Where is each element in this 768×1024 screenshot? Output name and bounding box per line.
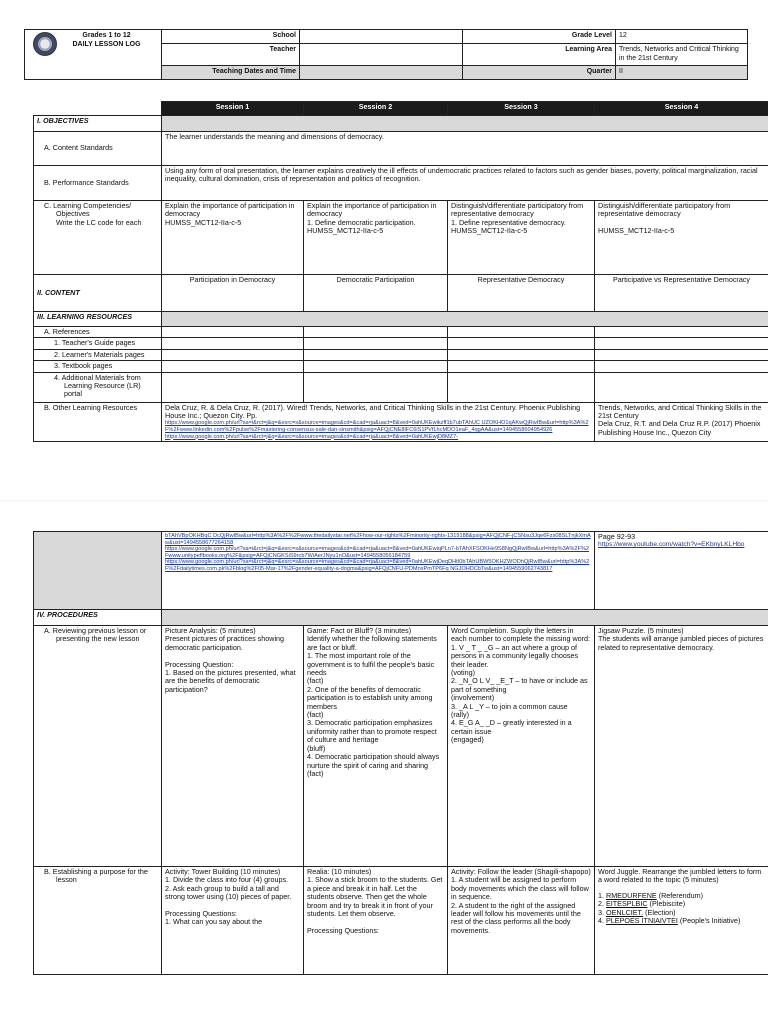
learners-materials-label: 2. Learner's Materials pages bbox=[34, 349, 162, 360]
content-topic-2: Democratic Participation bbox=[304, 275, 448, 312]
grade-level-value[interactable]: 12 bbox=[616, 30, 748, 44]
objectives-heading: I. OBJECTIVES bbox=[34, 116, 162, 132]
quarter-value[interactable]: II bbox=[616, 66, 748, 80]
content-heading: II. CONTENT bbox=[34, 275, 162, 312]
list-item: 1. RMEDURFENE (Referendum) bbox=[598, 890, 704, 900]
other-resources-continued bbox=[162, 532, 595, 610]
title-line-2: DAILY LESSON LOG bbox=[72, 41, 141, 48]
page-break bbox=[0, 500, 768, 501]
competency-session-2: Explain the importance of participation in democracy 1. Define democratic participation. HUMSS_MCT12-IIa-c-5 bbox=[304, 201, 448, 275]
title-line-1: Grades 1 to 12 bbox=[82, 32, 131, 39]
session-3-header: Session 3 bbox=[448, 102, 595, 116]
teacher-label: Teacher bbox=[162, 44, 300, 66]
textbook-label: 3. Textbook pages bbox=[34, 361, 162, 372]
procedures-heading: IV. PROCEDURES bbox=[34, 610, 162, 626]
review-session-3: Word Completion. Supply the letters in each number to complete the missing word: 1. V _ T _ _G – an act where a group of persons in a community legally chooses their leader. (voting) 2. _N_O L V_ _E_T – to have or include as part of something (involvement) 3. _A L _Y – to join a common cause (rally) 4. E_G A_ _D – greatly interested in a certain issue (engaged) bbox=[448, 626, 595, 867]
resource-link[interactable]: https://www.google.com.ph/url?sa=i&rct=j&q=&esrc=s&source=images&cd=&cad=rja&uact=8&ved=0ahUKEwikzff1b7ubTAhUC UZOKHO1qAKwQjRwIBw&url=http%3A%2F%2Fwww.linkedin.com%2Fpulse%2Fmastering-consensus-sale-dan-sinsmith&psig=AFQjCNE8lFC6iS1PVfLhcMDO1eaF_4qgAA&ust=1494558604954926 bbox=[165, 420, 589, 434]
content-standards-label: A. Content Standards bbox=[34, 132, 162, 166]
list-item: 3. OENLCIET. (Election) bbox=[598, 907, 676, 917]
word-juggle-intro: Word Juggle. Rearrange the jumbled letters to form a word related to the topic (5 minutes) bbox=[598, 867, 762, 885]
header-block bbox=[24, 29, 748, 80]
review-label: A. Reviewing previous lesson or presenting the new lesson bbox=[34, 626, 162, 867]
resource-link[interactable]: https://www.google.com.ph/url?sa=i&rct=j&q=&esrc=s&source=images&cd=&cad=rja&uact=8&ved=0ahUKEwiqPLn7-bTAhXFSOKHe9S8NgQjRwIBw&url=http%3A%2F%2Fwww.unitypeflbooks.org%2F&psig=AFQjCNGKSiS9rcb7WiAerJNyu1nO&ust=1494558056184759 bbox=[165, 546, 589, 559]
dates-value[interactable] bbox=[300, 66, 463, 80]
session-4-other-resources-continued bbox=[595, 532, 768, 610]
dates-label: Teaching Dates and Time bbox=[162, 66, 300, 80]
competency-session-3: Distinguish/differentiate participatory from representative democracy 1. Define representative democracy. HUMSS_MCT12-IIa-c-5 bbox=[448, 201, 595, 275]
list-item: 4. PLEPOES ITNIAIVTEI (People's Initiative) bbox=[598, 916, 741, 926]
additional-materials-label: 4. Additional Materials from Learning Resource (LR) portal bbox=[34, 372, 162, 402]
purpose-session-2: Realia: (10 minutes) 1. Show a stick broom to the students. Get a piece and break it in half. Let the students observe. Then get the whole broom and try to break it in front of your students. Let them observe. Processing Questions: bbox=[304, 867, 448, 975]
content-standards-text: The learner understands the meaning and dimensions of democracy. bbox=[162, 132, 768, 166]
teacher-value[interactable] bbox=[300, 44, 463, 66]
content-topic-1: Participation in Democracy bbox=[162, 275, 304, 312]
session-4-other-resources: Trends, Networks, and Critical Thinking Skills in the 21st Century Dela Cruz, R.T. and Dela Cruz R.P. (2017) Phoenix Publishing House Inc., Quezon City bbox=[595, 402, 768, 442]
content-topic-3: Representative Democracy bbox=[448, 275, 595, 312]
review-session-4: Jigsaw Puzzle. (5 minutes) The students will arrange jumbled pieces of pictures related to representative democracy. bbox=[595, 626, 768, 867]
session-1-header: Session 1 bbox=[162, 102, 304, 116]
grade-level-label: Grade Level bbox=[463, 30, 616, 44]
teachers-guide-label: 1. Teacher's Guide pages bbox=[34, 338, 162, 349]
corner-cell bbox=[34, 102, 162, 116]
performance-standards-label: B. Performance Standards bbox=[34, 166, 162, 201]
header-table bbox=[24, 29, 748, 80]
review-session-2: Game: Fact or Bluff? (3 minutes) Identify whether the following statements are fact or bluff. 1. The most important role of the government is to fulfil the people's basic needs (fact) 2. One of the benefits of democratic participation is to establish unity among members (fact) 3. Democratic participation emphasizes uniformity rather than to promote respect of culture and heritage (bluff) 4. Democratic participation should always nurture the spirit of caring and sharing (fact) bbox=[304, 626, 448, 867]
competency-session-1: Explain the importance of participation in democracy HUMSS_MCT12-IIa-c-5 bbox=[162, 201, 304, 275]
purpose-session-4 bbox=[595, 867, 768, 975]
competency-session-4: Distinguish/differentiate participatory from representative democracy HUMSS_MCT12-IIa-c-5 bbox=[595, 201, 768, 275]
review-session-1: Picture Analysis: (5 minutes) Present pictures of practices showing democratic participation. Processing Question: 1. Based on the pictures presented, what are the benefits of democratic participation? bbox=[162, 626, 304, 867]
list-item: 2. EITESPLBIC (Plebiscite) bbox=[598, 899, 686, 909]
other-resources-label: B. Other Learning Resources bbox=[34, 402, 162, 442]
school-value[interactable] bbox=[300, 30, 463, 44]
deped-seal-icon bbox=[33, 32, 57, 56]
resource-link[interactable]: bTAhVBpOKHBqC DcQjRwIBw&url=http%3A%2F%2Fwww.thedailystar.net%2Fhow-our-rights%2Fminority-rights-1319188&psig=AFQjCNF-jCSNsu3Jqe6Fzs08SLTnjkXmAw&ust=1494558677264158 bbox=[165, 533, 591, 546]
learning-area-label: Learning Area bbox=[463, 44, 616, 66]
session-4-page-ref: Page 92-93 bbox=[598, 532, 636, 541]
school-label: School bbox=[162, 30, 300, 44]
other-resources-cell bbox=[162, 402, 595, 442]
word-juggle-list bbox=[598, 892, 765, 926]
other-resources-citation: Dela Cruz, R. & Dela Cruz, R. (2017). Wired! Trends, Networks, and Critical Thinking Skills in the 21st Century. Phoenix Publishing House Inc.; Quezon City. Pp. bbox=[165, 402, 581, 421]
resource-link[interactable]: https://www.google.com.ph/url?sa=i&rct=j&q=&esrc=s&source=images&cd=&cad=rja&uact=8&ved=0ahUKEwjDeqDHtI0bTAhUBW5OKHZWODhQjRwIBw&url=http%3A%2F%2Fdailytimes.com.pk%2Fblog%2F05-Mar-17%2Fgender-equality-a-dogma&psig=AFQjCNFU-PDMnxPmTP6Fq NGJOHDCbTw&ust=1494559062743817 bbox=[165, 559, 590, 572]
youtube-link[interactable]: https://www.youtube.com/watch?v=EKbnyLKLHbo bbox=[598, 541, 745, 549]
competencies-label: C. Learning Competencies/ Objectives Write the LC code for each bbox=[34, 201, 162, 275]
purpose-label: B. Establishing a purpose for the lesson bbox=[34, 867, 162, 975]
procedures-band bbox=[162, 610, 768, 626]
session-2-header: Session 2 bbox=[304, 102, 448, 116]
resources-band bbox=[162, 312, 768, 327]
purpose-session-1: Activity: Tower Building (10 minutes) 1. Divide the class into four (4) groups. 2. Ask each group to build a tall and strong tower using (10) pieces of paper. Processing Questions: 1. What can you say about the bbox=[162, 867, 304, 975]
session-4-header: Session 4 bbox=[595, 102, 768, 116]
objectives-band bbox=[162, 116, 768, 132]
references-label: A. References bbox=[34, 327, 162, 338]
resource-link[interactable]: https://www.google.com.ph/url?sa=i&rct=j&q=&esrc=s&source=images&cd=&cad=rja&uact=8&ved=0ahUKEwjD8MZ7- bbox=[165, 433, 459, 440]
lesson-table-page-2 bbox=[33, 531, 768, 975]
resources-heading: III. LEARNING RESOURCES bbox=[34, 312, 162, 327]
performance-standards-text: Using any form of oral presentation, the learner explains creatively the ill effects of undemocratic practices related to factors such as gender biases, poverty, political marginalization, racial inequality, cultural domination, crisis of representation and politics of recognition. bbox=[162, 166, 768, 201]
learning-area-value[interactable]: Trends, Networks and Critical Thinking in the 21st Century bbox=[616, 44, 748, 66]
other-resources-continued-label bbox=[34, 532, 162, 610]
content-topic-4: Participative vs Representative Democracy bbox=[595, 275, 768, 312]
purpose-session-3: Activity: Follow the leader (Shagili-shapopo) 1. A student will be assigned to perform body movements which the class will follow in sequence. 2. A student to the right of the assigned leader will follow his movements until the rest of the class performs all the body movements. bbox=[448, 867, 595, 975]
quarter-label: Quarter bbox=[463, 66, 616, 80]
lesson-table-page-1 bbox=[33, 101, 768, 442]
